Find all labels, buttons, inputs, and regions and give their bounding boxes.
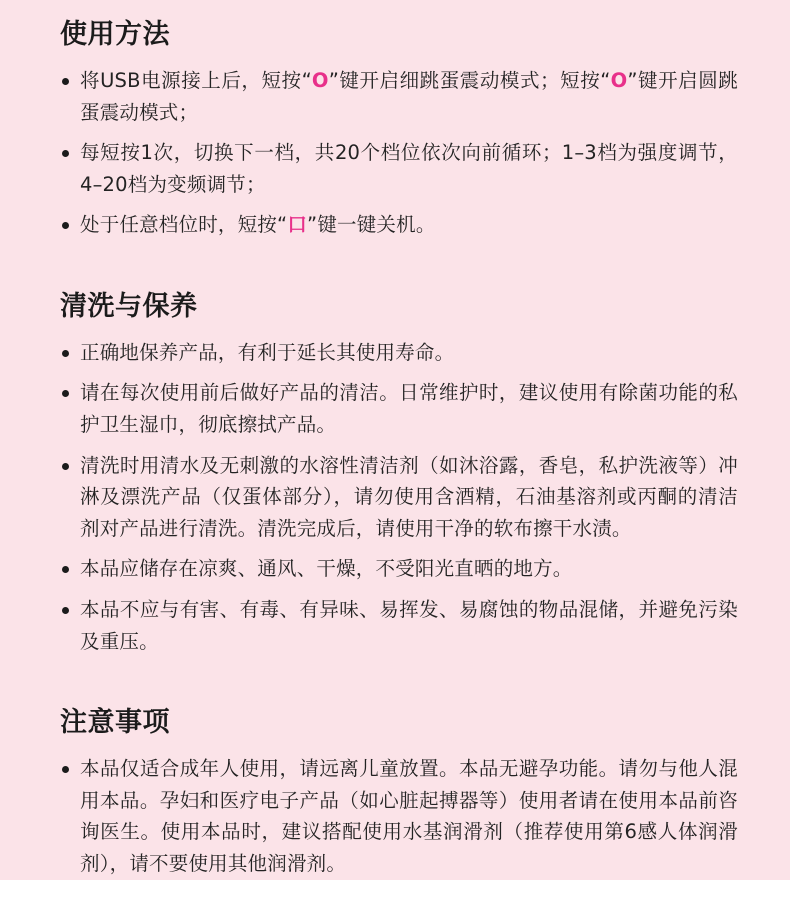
section-title-cleaning: 清洗与保养 — [60, 290, 198, 322]
notice-list — [60, 753, 738, 879]
list-item: 每短按1次，切换下一档，共20个档位依次向前循环；1–3档为强度调节，4–20档为变频调节； — [60, 137, 738, 200]
mode-icon-round: O — [610, 69, 628, 92]
usage-list — [60, 65, 738, 241]
mode-icon-oval: O — [311, 69, 329, 92]
list-item: 清洗时用清水及无刺激的水溶性清洁剂（如沐浴露，香皂，私护洗液等）冲淋及漂洗产品（仅蛋体部分），请勿使用含酒精，石油基溶剂或丙酮的清洁剂对产品进行清洗。清洗完成后，请使用干净的软布擦干水渍。 — [60, 450, 738, 545]
power-icon-square: 口 — [287, 213, 308, 237]
section-cleaning — [60, 250, 738, 657]
section-title-notice: 注意事项 — [60, 707, 170, 739]
list-item: 本品不应与有害、有毒、有异味、易挥发、易腐蚀的物品混储，并避免污染及重压。 — [60, 594, 738, 657]
list-item: 正确地保养产品，有利于延长其使用寿命。 — [60, 337, 738, 369]
page-bottom-strip — [0, 880, 790, 914]
list-item: 请在每次使用前后做好产品的清洁。日常维护时，建议使用有除菌功能的私护卫生湿巾，彻底擦拭产品。 — [60, 377, 738, 440]
list-item: 处于任意档位时，短按“口”键一键关机。 — [60, 209, 738, 241]
section-title-usage: 使用方法 — [60, 19, 170, 50]
list-item: 将USB电源接上后，短按“O”键开启细跳蛋震动模式；短按“O”键开启圆跳蛋震动模式； — [60, 65, 738, 128]
list-item: 本品仅适合成年人使用，请远离儿童放置。本品无避孕功能。请勿与他人混用本品。孕妇和医疗电子产品（如心脏起搏器等）使用者请在使用本品前咨询医生。使用本品时，建议搭配使用水基润滑剂（推荐使用第6感人体润滑剂），请不要使用其他润滑剂。 — [60, 753, 738, 879]
list-item: 本品应储存在凉爽、通风、干燥，不受阳光直晒的地方。 — [60, 553, 738, 585]
section-usage — [60, 0, 738, 241]
cleaning-list — [60, 337, 738, 657]
section-notice — [60, 666, 738, 879]
